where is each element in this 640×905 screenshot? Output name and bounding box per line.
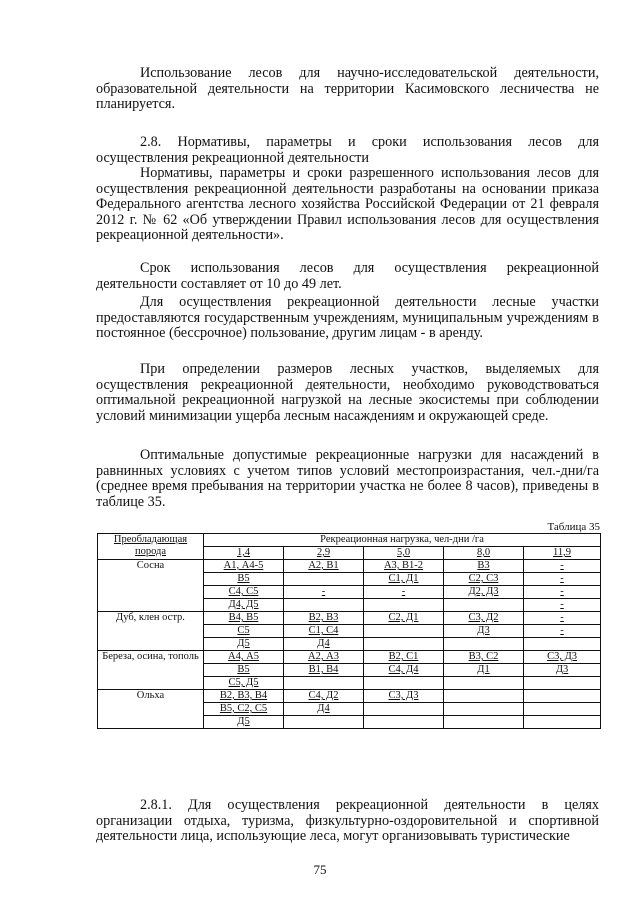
load-cell: С5 (204, 625, 284, 638)
load-cell (364, 716, 444, 729)
load-cell (284, 716, 364, 729)
load-cell (444, 690, 524, 703)
header-load-column: 11,9 (524, 547, 601, 560)
load-cell (444, 599, 524, 612)
load-cell: С2, С3 (444, 573, 524, 586)
load-cell (364, 599, 444, 612)
table-row (98, 560, 601, 573)
load-cell: Д2, Д3 (444, 586, 524, 599)
load-cell: С2, Д1 (364, 612, 444, 625)
load-cell: С1, С4 (284, 625, 364, 638)
load-cell (444, 716, 524, 729)
load-cell: А3, В1-2 (364, 560, 444, 573)
load-cell: С1, Д1 (364, 573, 444, 586)
paragraph-research-use: Использование лесов для научно-исследовательской деятельности, образовательной деятельности на территории Касимовского лесничества не планируется. (96, 65, 599, 113)
page-number: 75 (313, 862, 327, 877)
load-cell: - (524, 612, 601, 625)
paragraph-norms: Нормативы, параметры и сроки разрешенного использования лесов для осуществления рекреационной деятельности разработаны на основании приказа Федерального агентства лесного хозяйства Российской Федерации от 21 февраля 2012 г. № 62 «Об утверждении Правил использования лесов для осуществления рекреационной деятельности». (96, 165, 599, 244)
load-cell: С4, Д2 (284, 690, 364, 703)
load-cell: Д3 (444, 625, 524, 638)
header-load-column: 2,9 (284, 547, 364, 560)
load-cell: В5, С2, С5 (204, 703, 284, 716)
recreation-load-table (97, 533, 601, 729)
load-cell (364, 638, 444, 651)
load-cell: - (524, 599, 601, 612)
load-cell (444, 638, 524, 651)
load-cell (284, 599, 364, 612)
section-heading-2-8: 2.8. Нормативы, параметры и сроки использования лесов для осуществления рекреационной деятельности (96, 134, 599, 166)
paragraph-plot-sizing: При определении размеров лесных участков, выделяемых для осуществления рекреационной деятельности, необходимо руководствоваться оптимальной рекреационной нагрузкой на лесные экосистемы при соблюдении условий минимизации ущерба лесным насаждениям и окружающей среде. (96, 361, 599, 424)
paragraph-provision: Для осуществления рекреационной деятельности лесные участки предоставляются государственным учреждениям, муниципальным учреждениям в постоянное (бессрочное) пользование, другим лицам - в аренду. (96, 294, 599, 342)
load-cell: В1, В4 (284, 664, 364, 677)
load-cell: Д5 (204, 716, 284, 729)
load-cell: В2, С1 (364, 651, 444, 664)
table-header-row (98, 534, 601, 547)
load-cell: Д4 (284, 638, 364, 651)
load-cell: Д4 (284, 703, 364, 716)
load-cell (444, 703, 524, 716)
species-cell: Береза, осина, тополь (98, 651, 204, 690)
header-load-column: 8,0 (444, 547, 524, 560)
load-cell: С4, Д4 (364, 664, 444, 677)
load-cell: А4, А5 (204, 651, 284, 664)
load-cell: В5 (204, 664, 284, 677)
load-cell (524, 638, 601, 651)
load-cell (524, 703, 601, 716)
load-cell (364, 625, 444, 638)
load-cell: А2, А3 (284, 651, 364, 664)
species-cell: Дуб, клен остр. (98, 612, 204, 651)
table-row (98, 651, 601, 664)
load-cell: В4, В5 (204, 612, 284, 625)
load-cell: С3, Д2 (444, 612, 524, 625)
load-cell: - (524, 560, 601, 573)
load-cell: А1, А4-5 (204, 560, 284, 573)
table-row (98, 690, 601, 703)
species-cell: Сосна (98, 560, 204, 612)
load-cell: - (524, 586, 601, 599)
load-cell: - (524, 573, 601, 586)
load-cell (524, 677, 601, 690)
load-cell: С5, Д5 (204, 677, 284, 690)
load-cell: Д1 (444, 664, 524, 677)
load-cell (284, 677, 364, 690)
header-load-column: 5,0 (364, 547, 444, 560)
load-cell (284, 573, 364, 586)
load-cell: Д3 (524, 664, 601, 677)
table-caption: Таблица 35 (547, 521, 600, 533)
load-cell (444, 677, 524, 690)
load-cell: С3, Д3 (524, 651, 601, 664)
species-cell: Ольха (98, 690, 204, 729)
header-load-column: 1,4 (204, 547, 284, 560)
paragraph-term: Срок использования лесов для осуществления рекреационной деятельности составляет от 10 до 49 лет. (96, 260, 599, 292)
load-cell: С4, С5 (204, 586, 284, 599)
load-cell: В5 (204, 573, 284, 586)
load-cell: В3 (444, 560, 524, 573)
load-cell: Д4, Д5 (204, 599, 284, 612)
load-cell: - (284, 586, 364, 599)
table-row (98, 612, 601, 625)
load-cell (364, 677, 444, 690)
header-species: Преобладающая порода (98, 534, 204, 560)
load-cell: В2, В3, В4 (204, 690, 284, 703)
paragraph-2-8-1: 2.8.1. Для осуществления рекреационной деятельности в целях организации отдыха, туризма, физкультурно-оздоровительной и спортивной деятельности лица, использующие леса, могут организовывать туристические (96, 797, 599, 845)
load-cell: - (364, 586, 444, 599)
load-cell: В2, В3 (284, 612, 364, 625)
load-cell: С3, Д3 (364, 690, 444, 703)
load-cell (524, 690, 601, 703)
load-cell: Д5 (204, 638, 284, 651)
load-cell: - (524, 625, 601, 638)
load-cell (364, 703, 444, 716)
load-cell: В3, С2 (444, 651, 524, 664)
load-cell: А2, В1 (284, 560, 364, 573)
load-cell (524, 716, 601, 729)
paragraph-optimal-loads: Оптимальные допустимые рекреационные нагрузки для насаждений в равнинных условиях с учетом типов условий местопроизрастания, чел.-дни/га (среднее время пребывания на территории участка не более 8 часов), приведены в таблице 35. (96, 447, 599, 510)
header-load: Рекреационная нагрузка, чел-дни /га (204, 534, 601, 547)
